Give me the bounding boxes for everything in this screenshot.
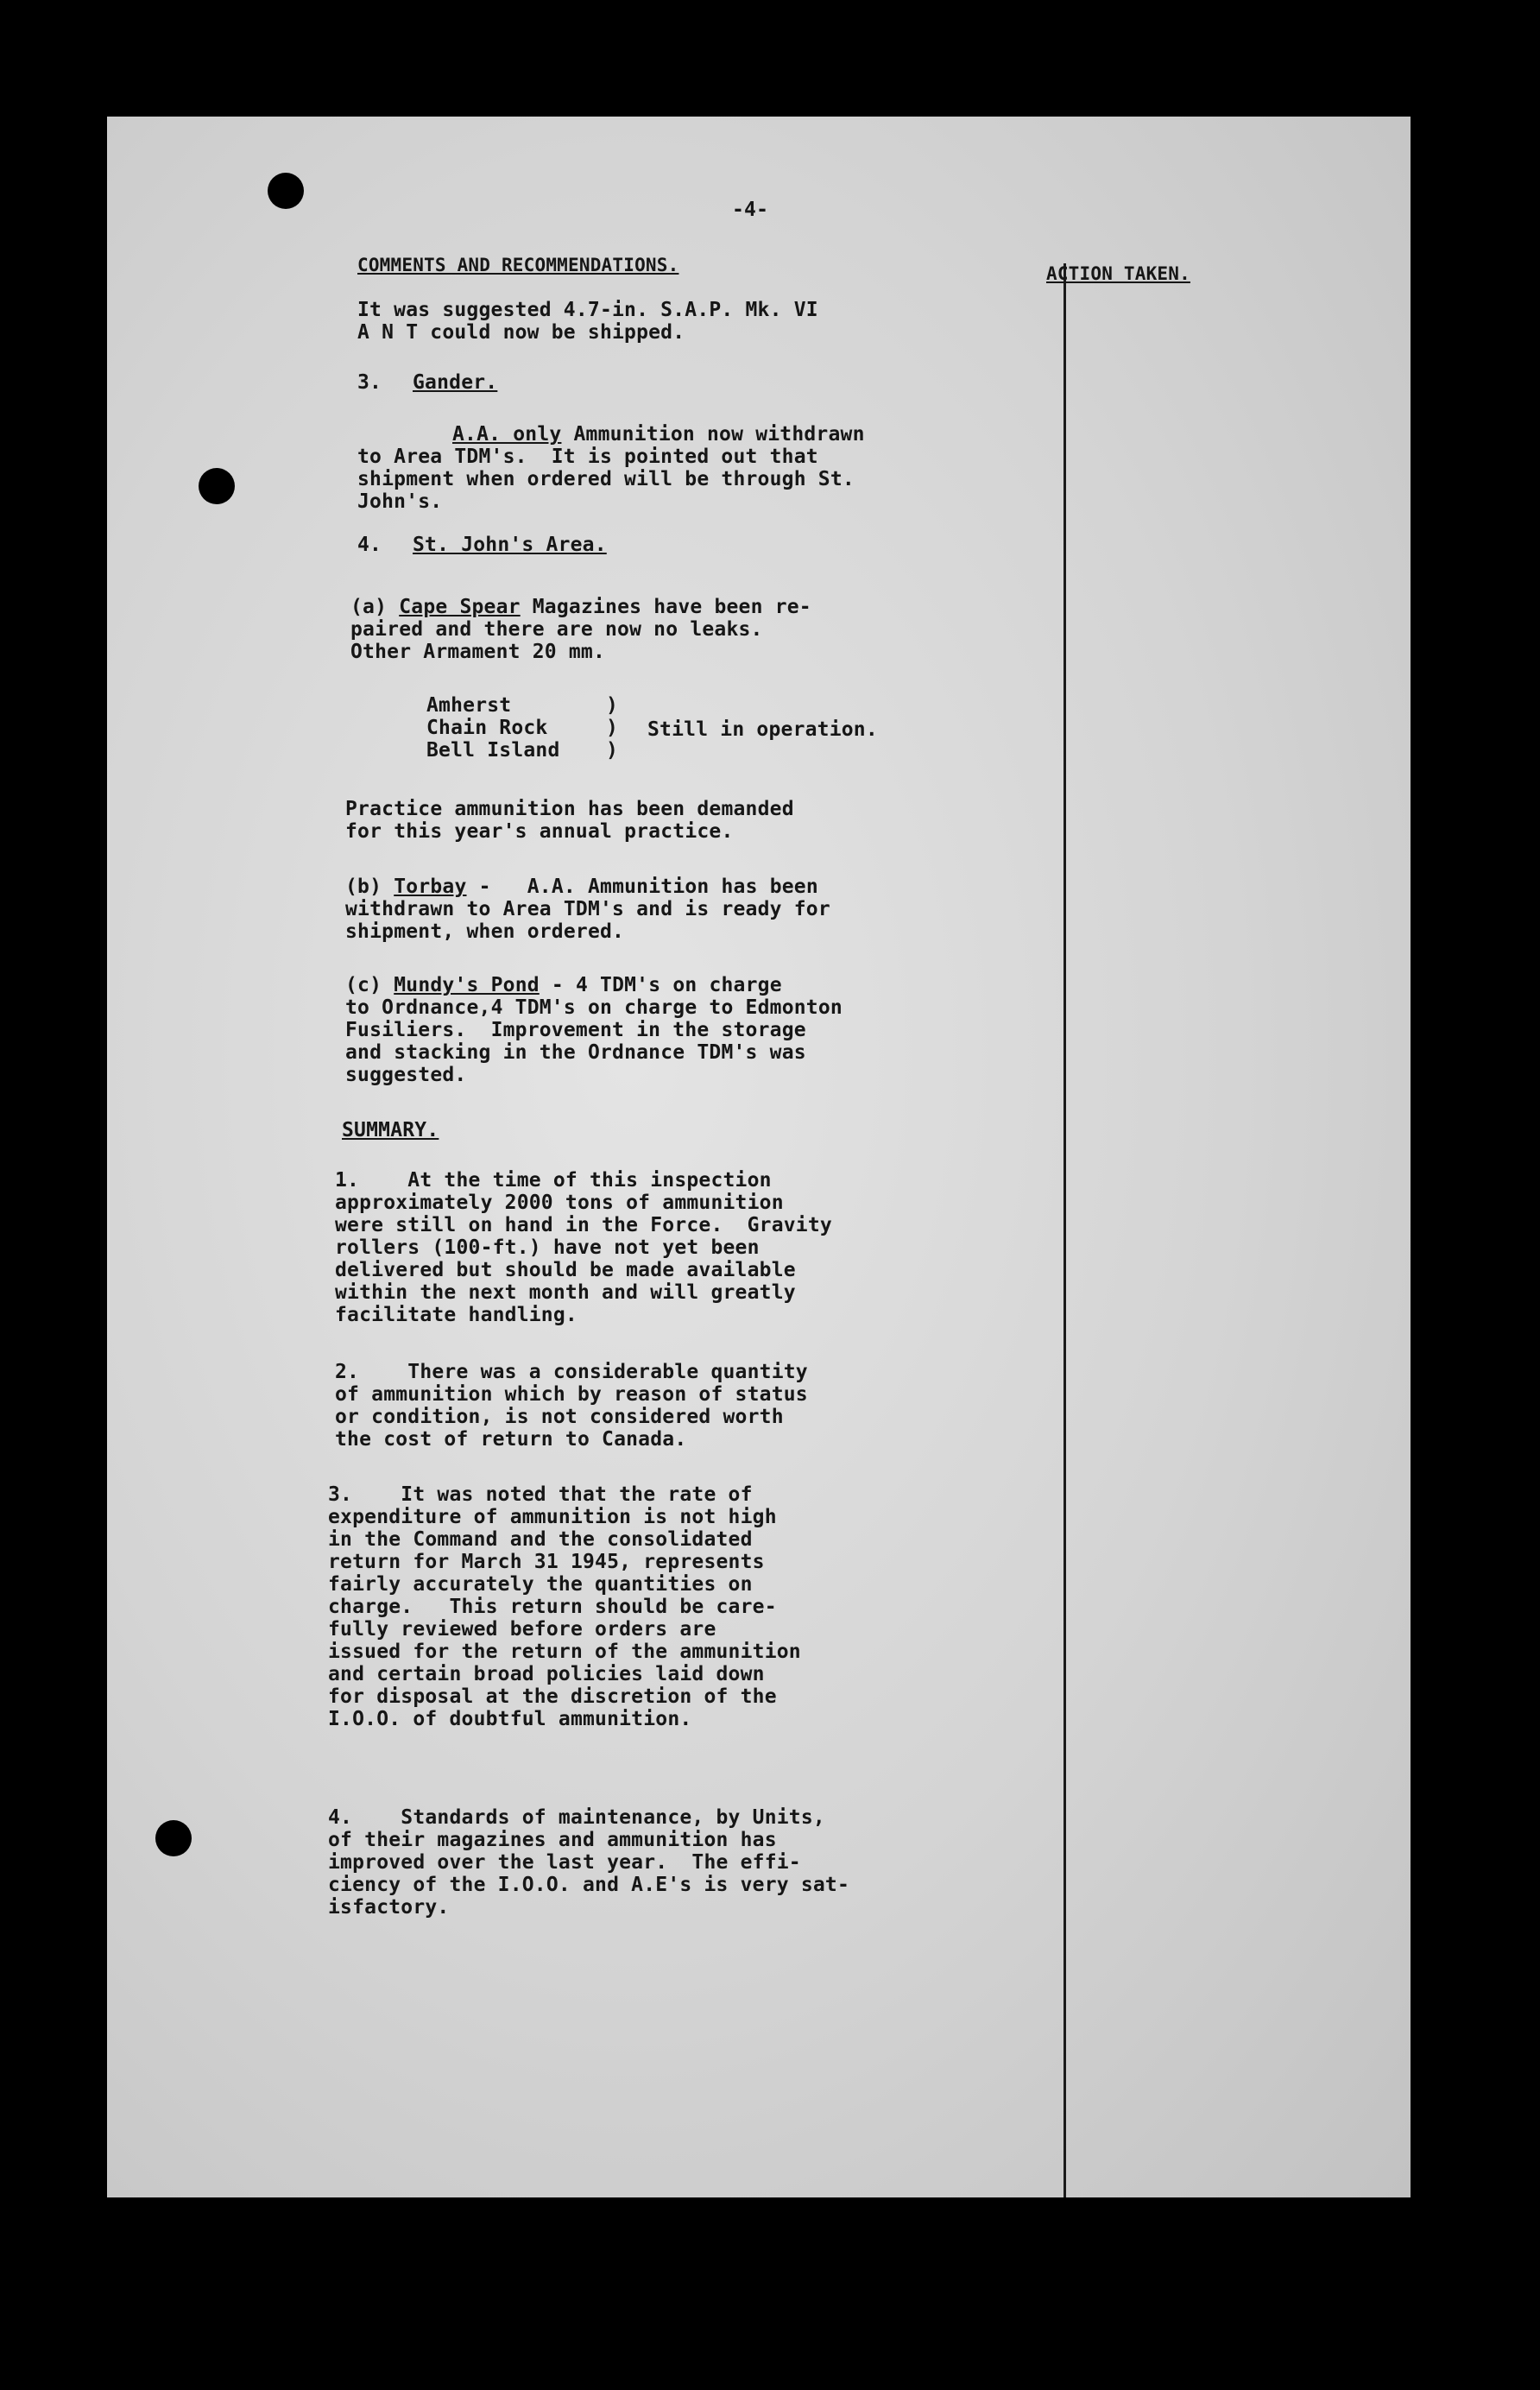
aa-only-label: A.A. only <box>452 423 562 446</box>
body-text: withdrawn to Area TDM's and is ready for <box>345 898 830 920</box>
item-label: (c) <box>345 974 382 996</box>
summary-line: delivered but should be made available <box>335 1259 796 1281</box>
section-title: Gander. <box>413 371 498 394</box>
summary-line: 3. It was noted that the rate of <box>328 1483 753 1506</box>
summary-line: for disposal at the discretion of the <box>328 1685 777 1708</box>
body-text: Magazines have been re- <box>520 596 811 618</box>
summary-line: or condition, is not considered worth <box>335 1406 784 1428</box>
section-number: 4. <box>357 534 382 556</box>
item-name: Torbay <box>394 876 467 898</box>
site-name: Bell Island <box>426 739 560 762</box>
body-text: to Ordnance,4 TDM's on charge to Edmonton <box>345 996 843 1019</box>
intro-line: It was suggested 4.7-in. S.A.P. Mk. VI <box>357 299 818 321</box>
section-title: St. John's Area. <box>413 534 607 556</box>
summary-line: 1. At the time of this inspection <box>335 1169 772 1192</box>
body-text: - 4 TDM's on charge <box>539 974 782 996</box>
site-name: Amherst <box>426 694 512 717</box>
summary-line: were still on hand in the Force. Gravity <box>335 1214 832 1236</box>
site-status: Still in operation. <box>647 718 878 741</box>
body-text: and stacking in the Ordnance TDM's was <box>345 1041 806 1064</box>
body-text: suggested. <box>345 1064 467 1086</box>
body-text: Practice ammunition has been demanded <box>345 798 794 820</box>
item-name: Mundy's Pond <box>394 974 540 996</box>
item-name: Cape Spear <box>399 596 521 618</box>
item-label: (a) <box>350 596 388 618</box>
body-text: Other Armament 20 mm. <box>350 641 605 663</box>
summary-line: ciency of the I.O.O. and A.E's is very sat- <box>328 1874 850 1896</box>
body-text: to Area TDM's. It is pointed out that <box>357 446 818 468</box>
brace: ) ) ) <box>606 694 619 762</box>
summary-title: SUMMARY. <box>342 1119 439 1141</box>
site-name: Chain Rock <box>426 717 548 739</box>
body-text: John's. <box>357 490 443 513</box>
summary-line: 4. Standards of maintenance, by Units, <box>328 1806 825 1829</box>
column-divider <box>1063 263 1066 2197</box>
summary-line: and certain broad policies laid down <box>328 1663 765 1685</box>
body-text: paired and there are now no leaks. <box>350 618 763 641</box>
body-text: for this year's annual practice. <box>345 820 734 843</box>
punch-hole <box>268 173 304 209</box>
summary-line: charge. This return should be care- <box>328 1596 777 1618</box>
item-label: (b) <box>345 876 382 898</box>
summary-line: return for March 31 1945, represents <box>328 1551 765 1573</box>
punch-hole <box>199 468 235 504</box>
header-comments: COMMENTS AND RECOMMENDATIONS. <box>357 255 679 275</box>
summary-line: of their magazines and ammunition has <box>328 1829 777 1851</box>
summary-line: improved over the last year. The effi- <box>328 1851 801 1874</box>
summary-line: of ammunition which by reason of status <box>335 1383 808 1406</box>
summary-line: fairly accurately the quantities on <box>328 1573 753 1596</box>
summary-line: issued for the return of the ammunition <box>328 1641 801 1663</box>
summary-line: 2. There was a considerable quantity <box>335 1361 808 1383</box>
summary-line: the cost of return to Canada. <box>335 1428 687 1451</box>
body-text: - A.A. Ammunition has been <box>466 876 818 898</box>
summary-line: approximately 2000 tons of ammunition <box>335 1192 784 1214</box>
section-number: 3. <box>357 371 382 394</box>
summary-line: within the next month and will greatly <box>335 1281 796 1304</box>
body-text: shipment, when ordered. <box>345 920 625 943</box>
punch-hole <box>155 1820 192 1856</box>
intro-line: A N T could now be shipped. <box>357 321 685 344</box>
summary-line: rollers (100-ft.) have not yet been <box>335 1236 760 1259</box>
summary-line: in the Command and the consolidated <box>328 1528 753 1551</box>
body-text: Ammunition now withdrawn <box>561 423 865 446</box>
summary-line: isfactory. <box>328 1896 450 1919</box>
body-text: Fusiliers. Improvement in the storage <box>345 1019 806 1041</box>
summary-line: fully reviewed before orders are <box>328 1618 716 1641</box>
summary-line: expenditure of ammunition is not high <box>328 1506 777 1528</box>
summary-line: I.O.O. of doubtful ammunition. <box>328 1708 692 1730</box>
page-number: -4- <box>732 199 769 221</box>
body-text: shipment when ordered will be through St. <box>357 468 855 490</box>
header-action: ACTION TAKEN. <box>1046 263 1190 284</box>
summary-line: facilitate handling. <box>335 1304 578 1326</box>
